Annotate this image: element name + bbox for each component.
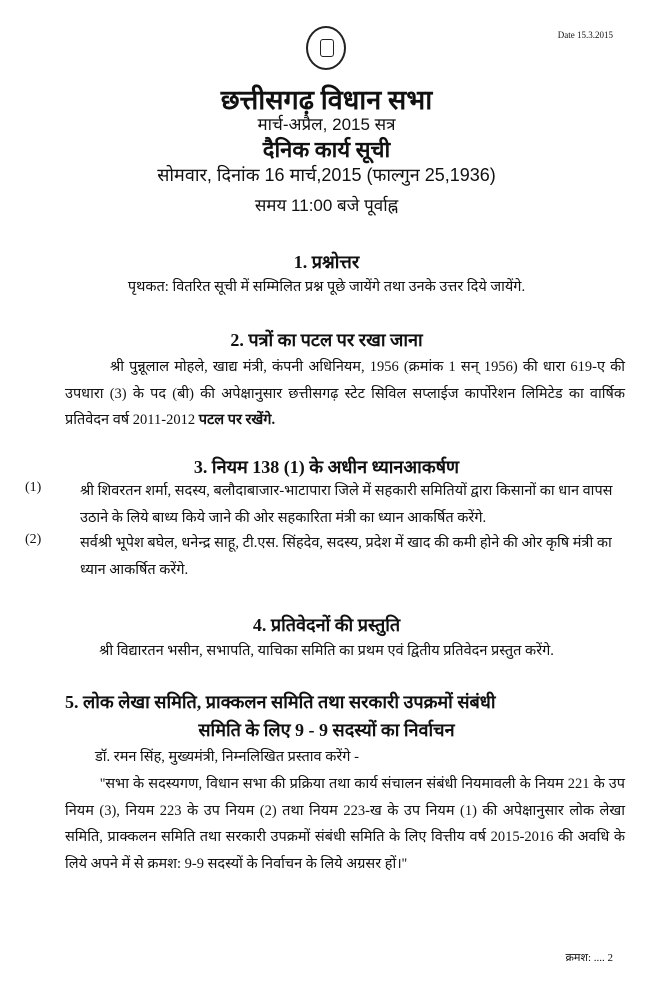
section-1-heading: 1. प्रश्नोत्तर (293, 252, 360, 272)
section-4-heading: 4. प्रतिवेदनों की प्रस्तुति (252, 615, 401, 635)
section-5-intro: डॉ. रमन सिंह, मुख्यमंत्री, निम्नलिखित प्रस्ताव करेंगे - (95, 749, 359, 765)
section-2-text (65, 354, 625, 434)
section-5-heading-line2: समिति के लिए 9 - 9 सदस्यों का निर्वाचन (198, 720, 455, 740)
session-name: मार्च-अप्रैल, 2015 सत्र (257, 115, 396, 134)
section-2-bold: पटल पर रखेंगे. (198, 412, 276, 428)
document-subtitle: दैनिक कार्य सूची (262, 137, 391, 162)
item-number: (1) (25, 480, 42, 495)
assembly-title: छत्तीसगढ़ विधान सभा (220, 85, 433, 115)
attention-item: श्री शिवरतन शर्मा, सदस्य, बलौदाबाजार-भाटापारा जिले में सहकारी समितियों द्वारा किसानों का धान वापस उठाने के लिये बाध्य किये जाने की ओर सहकारिता मंत्री का ध्यान आकर्षित करेंगे. (80, 483, 613, 526)
assembly-seal-logo (306, 26, 346, 70)
item-number: (2) (25, 532, 42, 547)
document-date: Date 15.3.2015 (557, 30, 613, 40)
section-1-text: पृथकत: वितरित सूची में सम्मिलित प्रश्न पूछे जायेंगे तथा उनके उत्तर दिये जायेंगे. (127, 279, 526, 295)
section-5-heading-line1: 5. लोक लेखा समिति, प्राक्कलन समिति तथा सरकारी उपक्रमों संबंधी (65, 692, 496, 712)
date-line: सोमवार, दिनांक 16 मार्च,2015 (फाल्गुन 25,1936) (157, 165, 496, 185)
section-5-motion: ''सभा के सदस्यगण, विधान सभा की प्रक्रिया तथा कार्य संचालन संबंधी नियमावली के नियम 221 के उप नियम (3), नियम 223 के उप नियम (2) तथा नियम 223-ख के उप नियम (1) की अपेक्षानुसार लोक लेखा समिति, प्राक्कलन समिति तथा सरकारी उपक्रमों संबंधी समिति के लिए वित्तीय वर्ष 2015-2016 की अवधि के लिये अपने में से क्रमश: 9-9 सदस्यों के निर्वाचन के लिये अग्रसर हों।'' (65, 776, 625, 872)
section-3-heading: 3. नियम 138 (1) के अधीन ध्यानआकर्षण (193, 457, 460, 477)
section-2-body: श्री पुन्नूलाल मोहले, खाद्य मंत्री, कंपनी अधिनियम, 1956 (क्रमांक 1 सन् 1956) की धारा 619-ए की उपधारा (3) के पद (बी) की अपेक्षानुसार छत्तीसगढ़ स्टेट सिविल सप्लाईज कार्पोरेशन लिमिटेड का वार्षिक प्रतिवेदन वर्ष 2011-2012 (65, 359, 625, 428)
section-2-heading: 2. पत्रों का पटल पर रखा जाना (230, 330, 423, 350)
session-time: समय 11:00 बजे पूर्वाह्न (254, 196, 399, 215)
continued-footer: क्रमश: .... 2 (565, 952, 613, 964)
attention-item: सर्वश्री भूपेश बघेल, धनेन्द्र साहू, टी.एस. सिंहदेव, सदस्य, प्रदेश में खाद की कमी होने की ओर कृषि मंत्री का ध्यान आकर्षित करेंगे. (80, 535, 612, 578)
section-4-text: श्री विद्यारतन भसीन, सभापति, याचिका समिति का प्रथम एवं द्वितीय प्रतिवेदन प्रस्तुत करेंगे. (99, 643, 554, 659)
